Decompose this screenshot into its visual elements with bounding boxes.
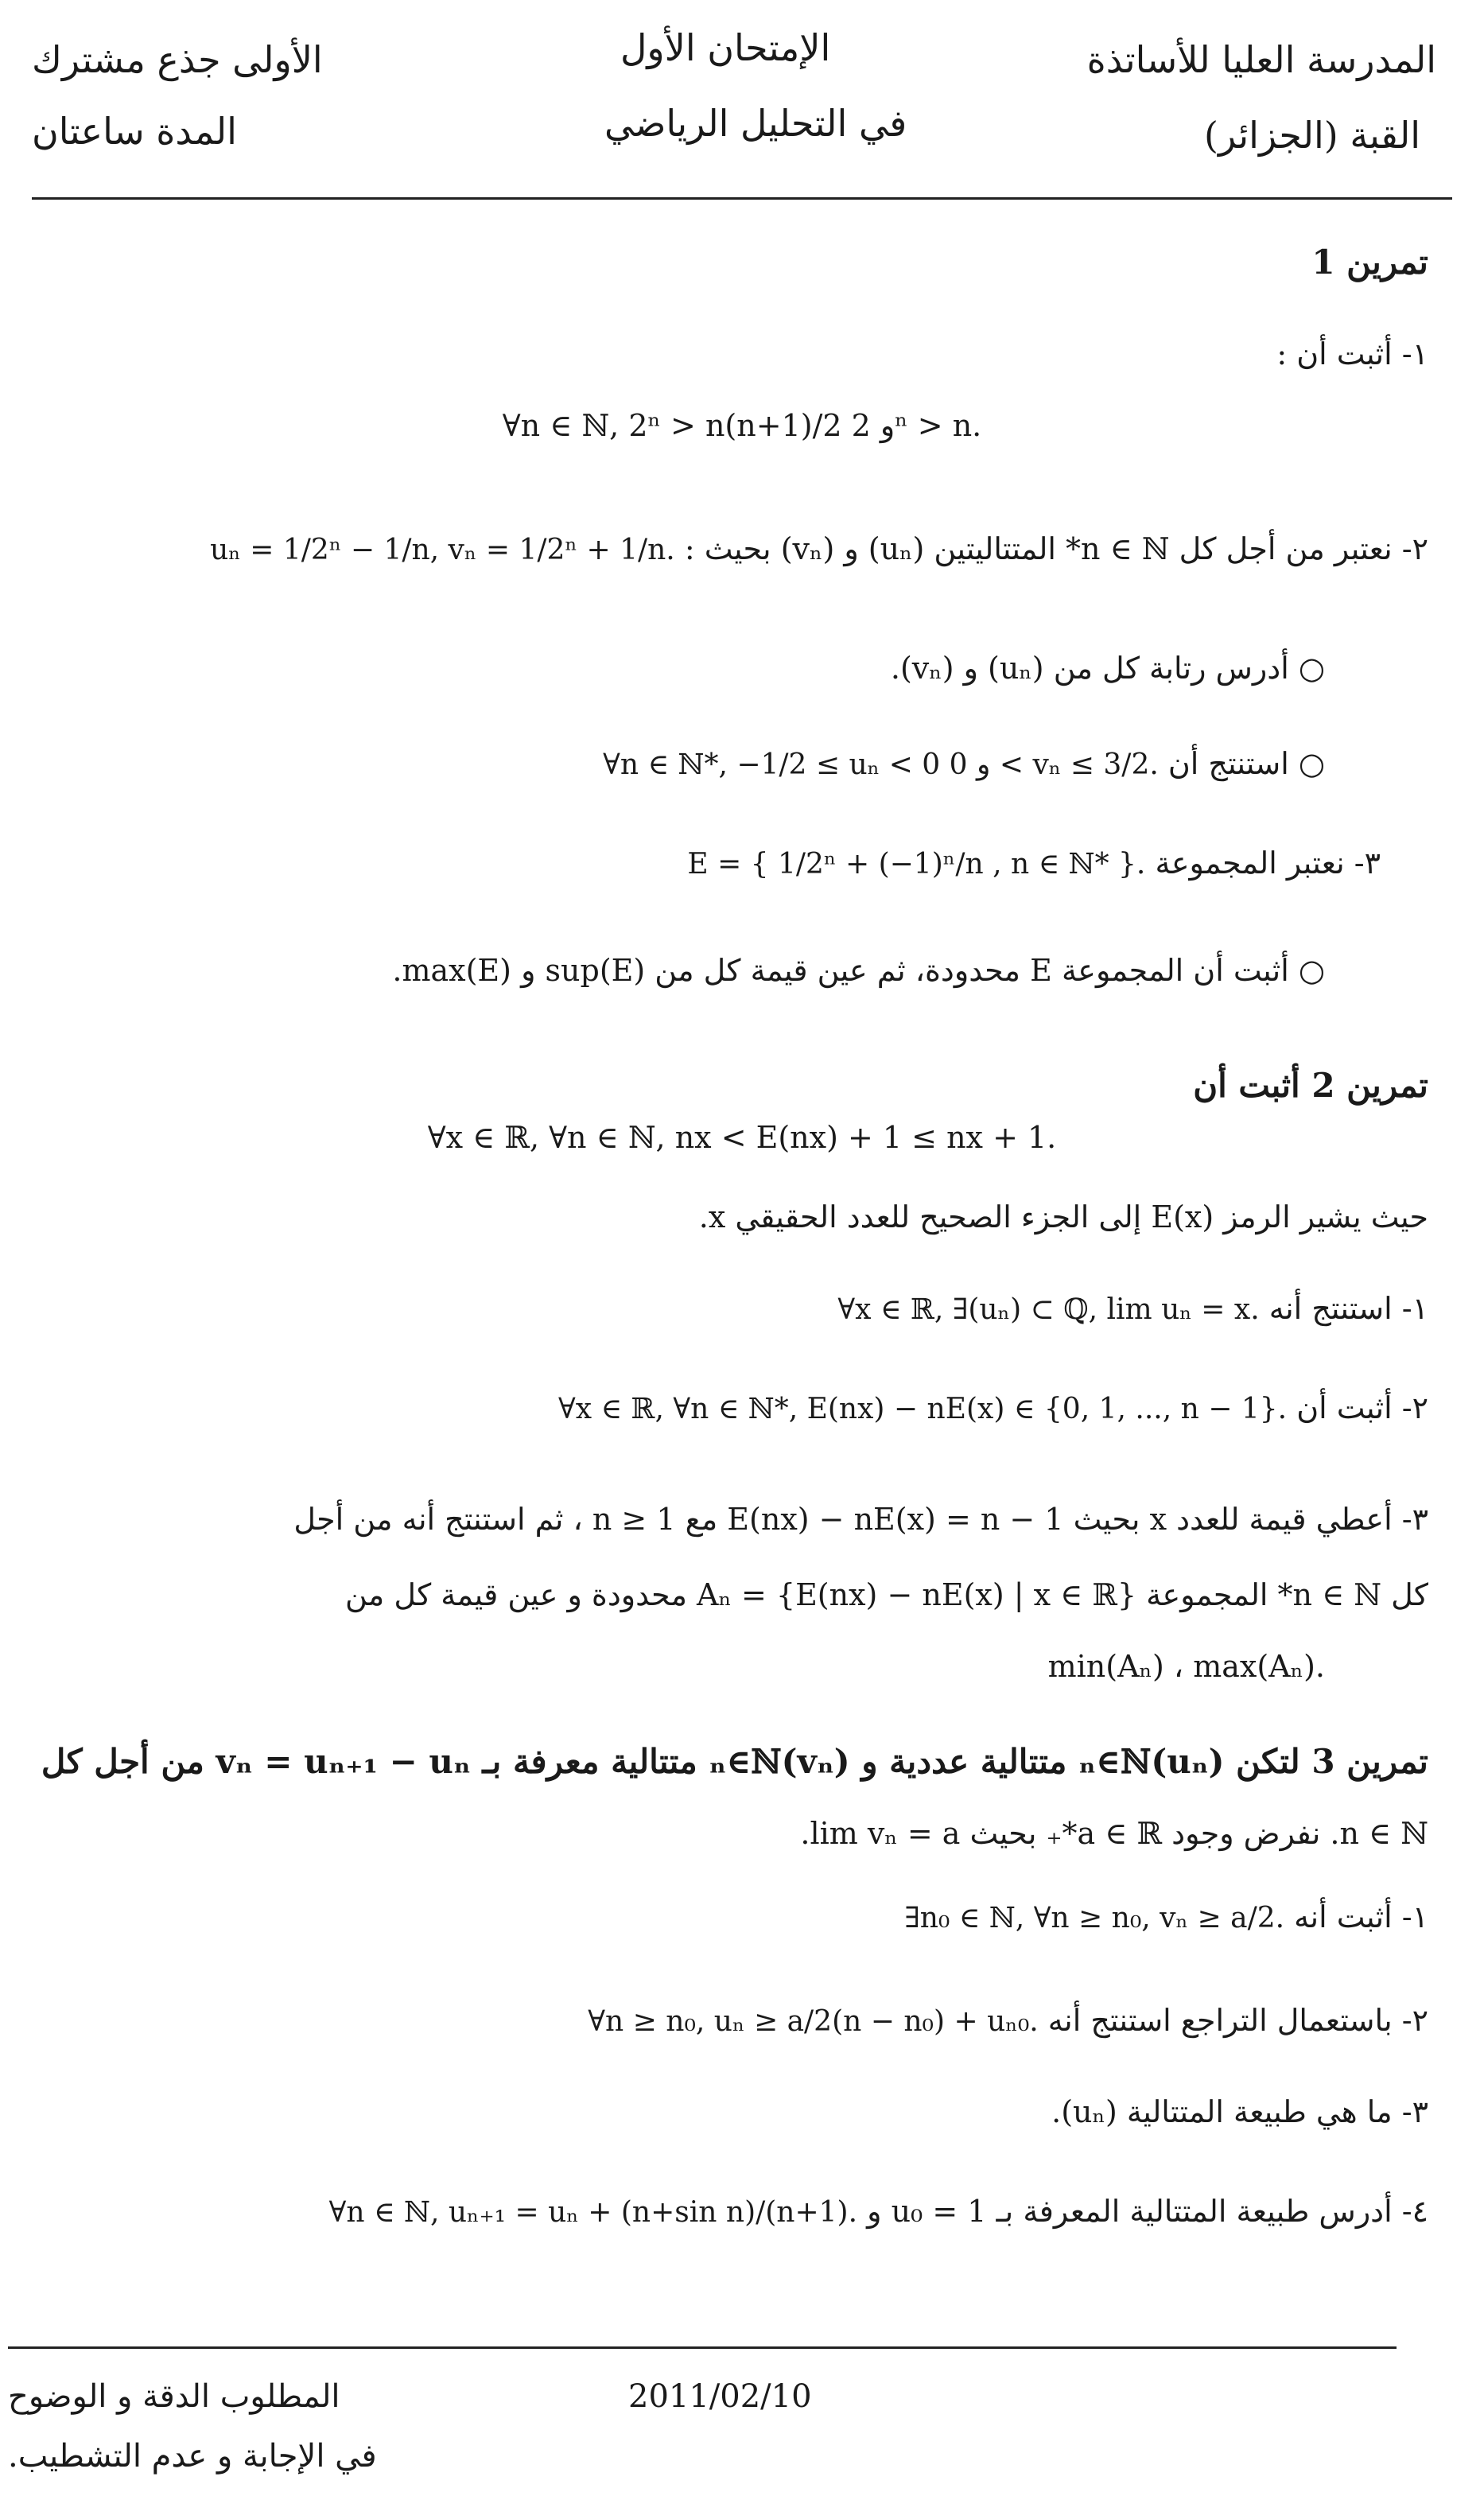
ex3-q2-line: ٢- باستعمال التراجع استنتج أنه ∀n ≥ n₀, uₙ ≥ a/2(n − n₀) + uₙ₀. [48,1996,1428,2046]
ex2-q3-line-3: .min(Aₙ) ، max(Aₙ) [1047,1649,1325,1684]
ex3-q4-formula: ∀n ∈ ℕ, uₙ₊₁ = uₙ + (n+sin n)/(n+1). [328,2196,858,2229]
ex3-q1-formula: ∃n₀ ∈ ℕ, ∀n ≥ n₀, vₙ ≥ a/2. [904,1902,1285,1934]
class-level: الأولى جذع مشترك [32,38,323,81]
ex2-q1-line: ١- استنتج أنه ∀x ∈ ℝ, ∃(uₙ) ⊂ ℚ, lim uₙ = x. [48,1285,1428,1334]
exam-subject: في التحليل الرياضي [604,102,907,145]
ex3-q4-line: ٤- أدرس طبيعة المتتالية المعرفة بـ u₀ = 1 و ∀n ∈ ℕ, uₙ₊₁ = uₙ + (n+sin n)/(n+1). [48,2187,1428,2237]
exercise-3-title-line-1: تمرين 3 لتكن (uₙ)ₙ∈ℕ متتالية عددية و (vₙ)ₙ∈ℕ متتالية معرفة بـ vₙ = uₙ₊₁ − uₙ من أجل كل [41,1742,1428,1781]
school-name: المدرسة العليا للأساتذة [1086,38,1436,81]
ex1-q1-label: ١- أثبت أن : [1276,336,1428,371]
exam-title: الإمتحان الأول [620,26,831,69]
ex2-note: حيث يشير الرمز E(x) إلى الجزء الصحيح للعدد الحقيقي x. [698,1199,1428,1234]
ex1-q2-bullet-1: ○ أدرس رتابة كل من (uₙ) و (vₙ). [890,651,1325,686]
header-divider [32,197,1452,200]
ex3-q2-formula: ∀n ≥ n₀, uₙ ≥ a/2(n − n₀) + uₙ₀. [588,2005,1039,2038]
ex1-q2-bullet-2-formula: ∀n ∈ ℕ*, −1/2 ≤ uₙ < 0 و 0 < vₙ ≤ 3/2. [603,748,1159,781]
exam-date: 2011/02/10 [628,2378,812,2415]
ex2-q3-line-2: كل n ∈ ℕ* المجموعة Aₙ = {E(nx) − nE(x) | x ∈ ℝ} محدودة و عين قيمة كل من [344,1577,1428,1612]
ex2-q3-line-1: ٣- أعطي قيمة للعدد x بحيث E(nx) − nE(x) = n − 1 مع n ≥ 1 ، ثم استنتج أنه من أجل [293,1502,1428,1537]
ex1-q1-formula: ∀n ∈ ℕ, 2ⁿ > n(n+1)/2 و 2ⁿ > n. [502,408,982,443]
ex2-q2-line: ٢- أثبت أن ∀x ∈ ℝ, ∀n ∈ ℕ*, E(nx) − nE(x) ∈ {0, 1, ..., n − 1}. [48,1384,1428,1433]
exercise-1-title: تمرين 1 [1311,243,1428,282]
exercise-2-title: تمرين 2 أثبت أن [1193,1066,1428,1105]
exam-duration: المدة ساعتان [32,110,237,153]
ex1-q3-bullet-1: ○ أثبت أن المجموعة E محدودة، ثم عين قيمة كل من sup(E) و max(E). [392,953,1325,988]
ex1-q3-line: ٣- نعتبر المجموعة E = { 1/2ⁿ + (−1)ⁿ/n , n ∈ ℕ* }. [48,839,1381,888]
ex3-q3-line: ٣- ما هي طبيعة المتتالية (uₙ). [1051,2094,1428,2129]
footer-note-line-2: في الإجابة و عدم التشطيب. [8,2438,377,2475]
school-location: القبة (الجزائر) [1204,114,1420,157]
ex1-q2-formula: uₙ = 1/2ⁿ − 1/n, vₙ = 1/2ⁿ + 1/n. [210,534,675,566]
ex2-main-formula: ∀x ∈ ℝ, ∀n ∈ ℕ, nx < E(nx) + 1 ≤ nx + 1. [427,1120,1057,1155]
footer-note-line-1: المطلوب الدقة و الوضوح [8,2378,340,2415]
ex2-q2-formula: ∀x ∈ ℝ, ∀n ∈ ℕ*, E(nx) − nE(x) ∈ {0, 1, ..., n − 1}. [557,1393,1288,1425]
ex2-q1-formula: ∀x ∈ ℝ, ∃(uₙ) ⊂ ℚ, lim uₙ = x. [837,1293,1260,1326]
ex1-q3-formula: E = { 1/2ⁿ + (−1)ⁿ/n , n ∈ ℕ* }. [687,848,1146,881]
ex1-q2-line: ٢- نعتبر من أجل كل n ∈ ℕ* المتتاليتين (uₙ) و (vₙ) بحيث : uₙ = 1/2ⁿ − 1/n, vₙ = 1/2ⁿ + 1/n. [48,525,1428,574]
footer-divider [8,2346,1397,2349]
ex3-q1-line: ١- أثبت أنه ∃n₀ ∈ ℕ, ∀n ≥ n₀, vₙ ≥ a/2. [48,1893,1428,1942]
exercise-3-title-line-2: n ∈ ℕ. نفرض وجود a ∈ ℝ*₊ بحيث lim vₙ = a. [800,1816,1428,1851]
ex1-q2-bullet-2: ○ استنتج أن ∀n ∈ ℕ*, −1/2 ≤ uₙ < 0 و 0 < vₙ ≤ 3/2. [48,740,1325,789]
